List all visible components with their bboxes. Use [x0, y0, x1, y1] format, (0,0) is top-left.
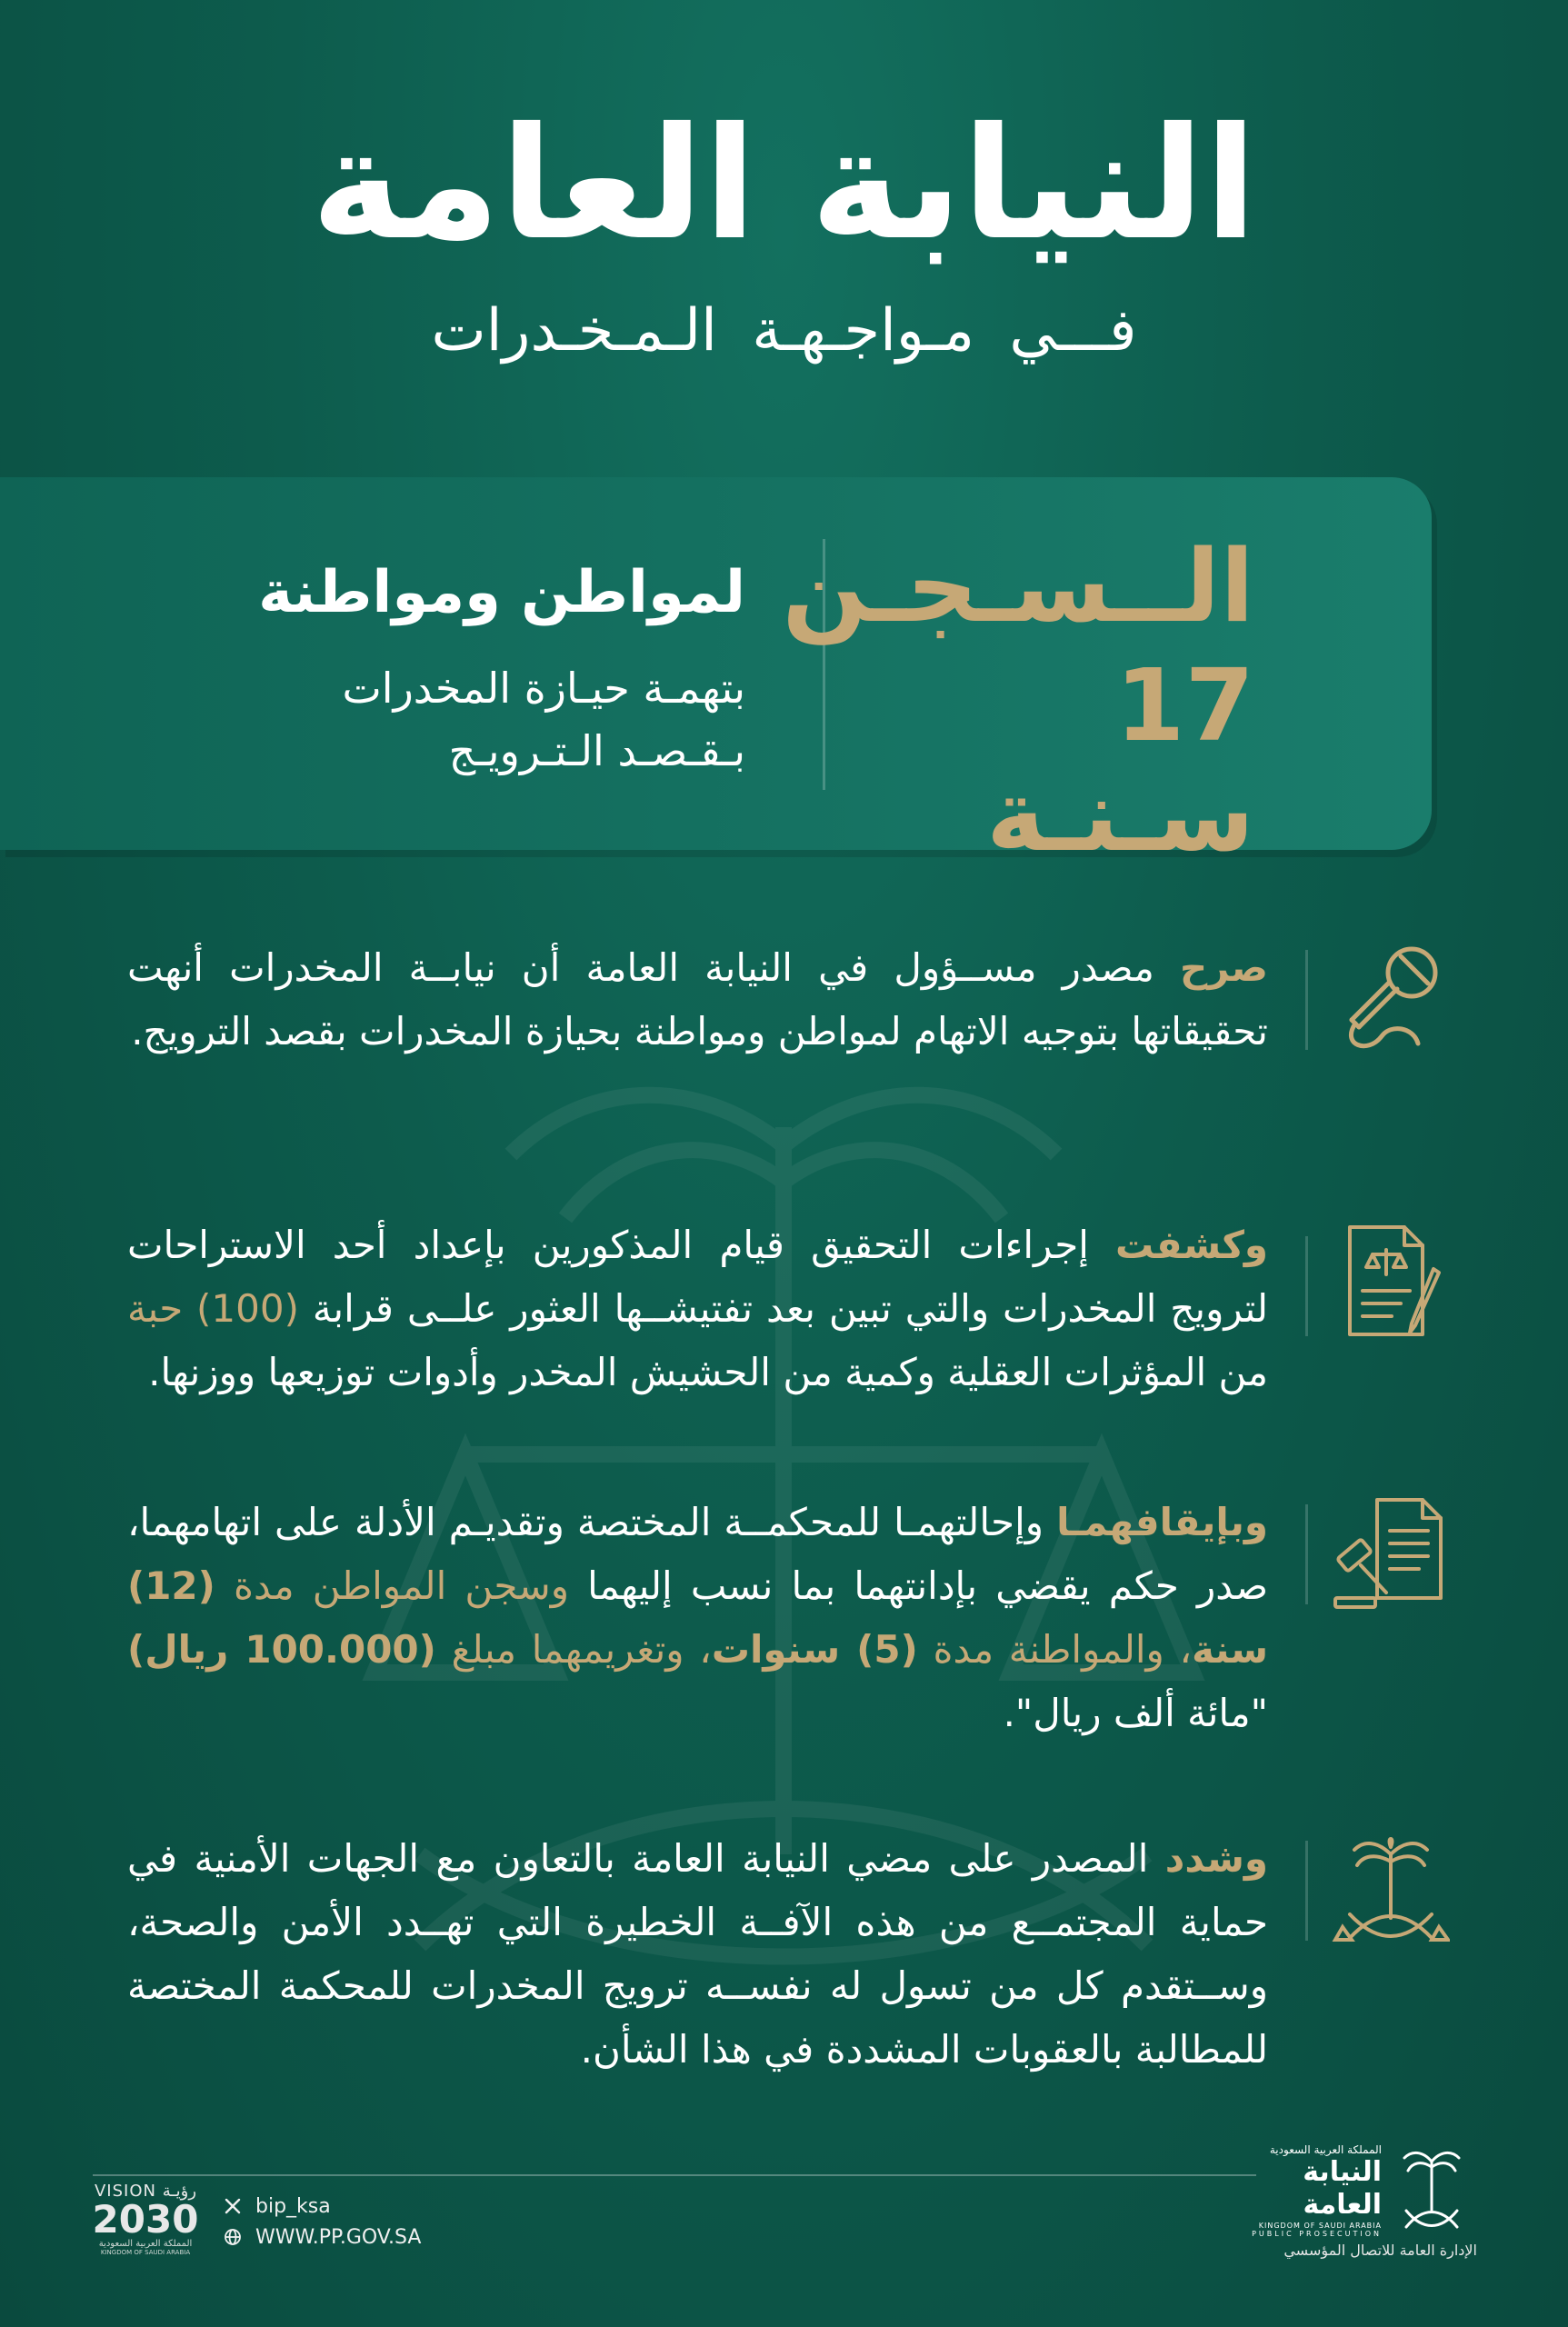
warning-section: [127, 1827, 1268, 2082]
section-divider: [1305, 1504, 1308, 1604]
charge-summary: [182, 559, 745, 783]
document-scales-icon: [1332, 1218, 1450, 1345]
pill-count-highlight: (100) حبة: [127, 1286, 299, 1331]
saudi-emblem-icon: [1395, 2143, 1468, 2234]
globe-icon: [223, 2227, 243, 2247]
footer-divider: [93, 2174, 1256, 2176]
fine-highlight: (100.000 ريال): [127, 1627, 436, 1672]
section-text: من المؤثرات العقلية وكمية من الحشيش المخدر وأدوات توزيعها ووزنها.: [148, 1350, 1268, 1394]
section-divider: [1305, 950, 1308, 1050]
section-lead: وشدد: [1164, 1836, 1268, 1881]
x-icon: [223, 2196, 243, 2216]
gavel-document-icon: [1332, 1491, 1450, 1618]
section-lead: صرح: [1180, 945, 1268, 990]
section-text: مصدر مســؤول في النيابة العامة أن نيابــة المخدرات أنهت تحقيقاتها بتوجيه الاتهام لمواطن ومواطنة بحيازة المخدرات بقصد الترويج.: [127, 945, 1268, 1054]
defendants-heading: لمواطن ومواطنة: [258, 559, 745, 626]
section-divider: [1305, 1841, 1308, 1941]
sentence-summary: [782, 528, 1254, 874]
sentence-highlight: ، وتغريمهما مبلغ: [435, 1627, 712, 1672]
contact-info: [223, 2191, 421, 2252]
sentence-highlight: وسجن المواطن مدة: [215, 1563, 569, 1608]
sentence-highlight: ، والمواطنة مدة: [917, 1627, 1193, 1672]
social-handle: bip_ksa: [255, 2194, 331, 2218]
sentence-highlight: (12) سنة: [127, 1563, 1269, 1672]
section-text: "مائة ألف ريال".: [1003, 1691, 1268, 1735]
page-header: [0, 95, 1568, 365]
section-text: إجراءات التحقيق قيام المذكورين بإعداد أحد الاستراحات لترويج المخدرات والتي تبين بعد تفتيشــها العثور علــى قرابة: [127, 1223, 1268, 1331]
verdict-section: [127, 1491, 1268, 1745]
website-url: WWW.PP.GOV.SA: [255, 2225, 422, 2249]
vision-2030-logo: VISION رؤيـة 2030 المملكة العربية السعودية KINGDOM OF SAUDI ARABIA: [92, 2182, 199, 2256]
public-prosecution-logo: المملكة العربية السعودية النيابة العامة KINGDOM OF SAUDI ARABIA PUBLIC PROSECUTION الإدارة العامة للاتصال المؤسسي: [1218, 2143, 1491, 2262]
charge-line: بتهمـة حيـازة المخدرات: [342, 664, 745, 713]
social-link[interactable]: [223, 2191, 421, 2222]
section-divider: [1305, 1236, 1308, 1336]
findings-section: [127, 1213, 1268, 1404]
verdict-banner: [0, 477, 1432, 874]
sentence-highlight: (5) سنوات: [711, 1627, 918, 1672]
sentence-value: 17 سـنـة: [986, 647, 1254, 874]
statement-section: [127, 936, 1268, 1064]
page-title: النيابة العامة: [310, 95, 1258, 275]
section-lead: وبإيقافهمـا: [1056, 1500, 1268, 1544]
sentence-label: الــسـجـن: [782, 528, 1254, 644]
section-lead: وكشفت: [1115, 1223, 1268, 1267]
website-link[interactable]: [223, 2222, 421, 2252]
charge-line: بـقـصـد الـتـرويـج: [448, 726, 745, 775]
charge-description: [182, 657, 745, 783]
page-subtitle: فـــي مـواجـهـة الـمـخـدرات: [431, 297, 1137, 365]
saudi-emblem-icon: [1332, 1827, 1450, 1954]
microphone-icon: [1332, 936, 1450, 1064]
section-text: المصدر على مضي النيابة العامة بالتعاون مع الجهات الأمنية في حماية المجتمــع من هذه الآفــة الخطيرة التي تهــدد الأمن والصحة، وســتقدم كل من تسول له نفســه ترويج المخدرات للمحكمة المختصة للمطالبة بالعقوبات المشددة في هذا الشأن.: [127, 1836, 1268, 2072]
department-name: الإدارة العامة للاتصال المؤسسي: [1283, 2242, 1477, 2259]
section-text: وإحالتهمـا للمحكمــة المختصة وتقديـم الأدلة على اتهامهما، صدر حكم يقضي بإدانتهما بما نسب إليهما: [127, 1500, 1269, 1608]
